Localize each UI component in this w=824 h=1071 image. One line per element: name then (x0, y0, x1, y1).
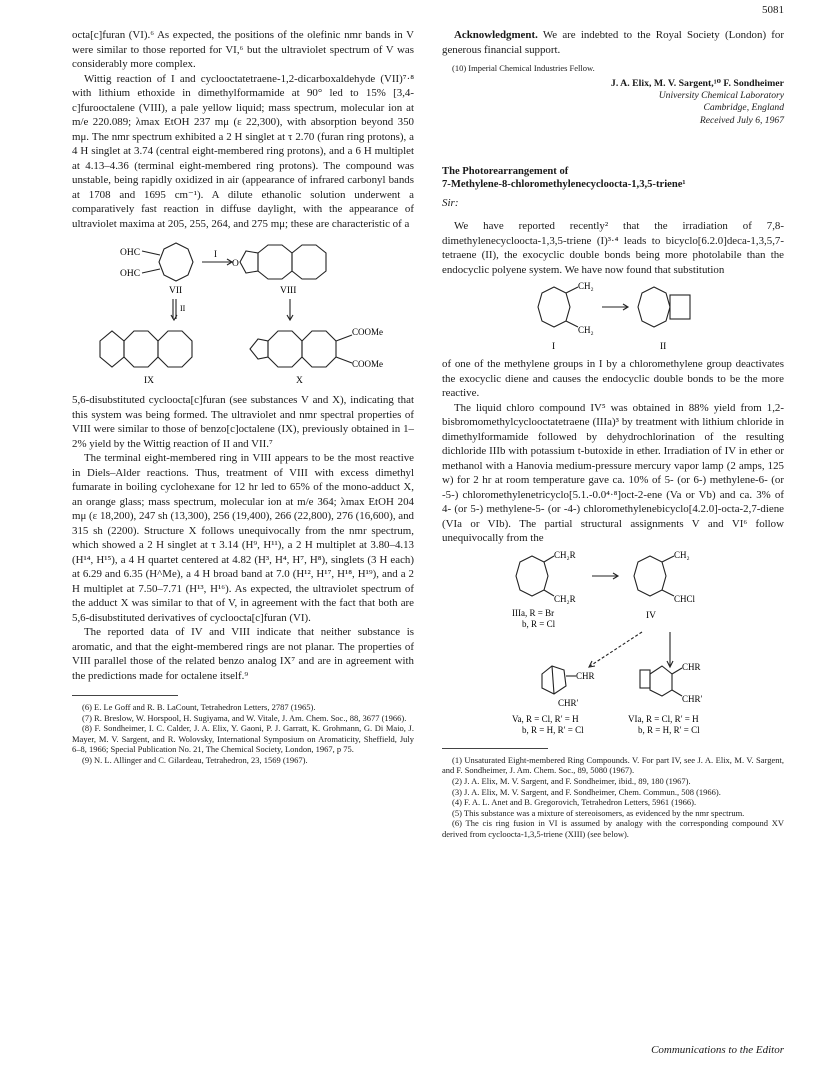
ix-ring-2 (158, 331, 192, 367)
v-chr-label: CHR (576, 670, 595, 681)
footnote-5: (5) This substance was a mixture of stereoisomers, as evidenced by the nmr spectrum. (452, 807, 745, 818)
v-chrp-label: CHR′ (558, 697, 579, 708)
vb-label: b, R = H, R′ = Cl (522, 724, 584, 735)
footnote-8: (8) F. Sondheimer, I. C. Calder, J. A. Elix, Y. Gaoni, P. J. Garratt, K. Grohmann, G. Di Maio, J. Mayer, M. V. Sargent, and R. Wolovsky, International Symposium on Aromaticity, Sheffield, July 6–8, 1966; Special Publication No. 21, The Chemical Society, London, 1967, p 75. (72, 723, 414, 755)
compound-i-ring (538, 287, 570, 327)
running-footer: Communications to the Editor (651, 1044, 784, 1056)
acknowledgment-text: We are indebted to the Royal Society (London) for generous financial support. (442, 29, 785, 56)
iv-chcl-label: CHCl (674, 593, 696, 604)
right-para-2: of one of the methylene groups in I by a chloromethylene group deactivates the exocyclic diene and causes the endocyclic double bonds to be the more reactive. (442, 358, 784, 400)
right-para-3: The liquid chloro compound IV⁵ was obtained in 88% yield from 1,2-bisbromomethylcyclooctatetraene (IIIa)³ by treatment with lithium chloride in dimethylformamide followed by dehydrochlorination of the resulting dichloride IIIb with potassium t-butoxide in ether. Irradiation of IV in ether or methanol with a Hanovia medium-pressure mercury vapor lamp (2 amps, 125 w) for 2 hr at room temperature gave ca. 10% of 5- (or 6-) methylene-6- (or -5-) chloromethylenetricyclo[5.1.-0.0⁴·⁸]oct-2-ene (Va or Vb) and ca. 3% of 4- (or 5-) methylene-5- (or -4-) chloromethylenebicyclo[4.2.0]-octa-2,7-diene (VIa or VIb). The partial structural assignments V and VI⁶ follow unequivocally from the (442, 401, 784, 545)
iii-ch2r-top: CH₂R (554, 549, 576, 560)
iii-ch2r-bottom: CH₂R (554, 593, 576, 604)
ix-label: IX (144, 376, 155, 386)
vi-chrp-label: CHR′ (682, 693, 703, 704)
ohc-label-2: OHC (120, 269, 141, 279)
compound-vi-cyclobutene (640, 670, 650, 688)
x-ester-bond-1 (336, 335, 352, 341)
i-exo-2 (566, 321, 578, 327)
vii-ring (159, 243, 193, 281)
footnote-9: (9) N. L. Allinger and C. Gilardeau, Tetrahedron, 23, 1569 (1967). (82, 754, 308, 765)
viii-furan (240, 251, 258, 273)
acknowledgment (442, 28, 784, 57)
footnote-1: (1) Unsaturated Eight-membered Ring Compounds. V. For part IV, see J. A. Elix, M. V. Sargent, and F. Sondheimer, J. Am. Chem. Soc., 89, 5080 (1967). (442, 754, 784, 776)
compound-i-label: I (552, 342, 556, 353)
scheme-i-to-ii (442, 277, 784, 357)
scheme-photoproducts (442, 546, 784, 738)
right-para-1: We have reported recently² that the irradiation of 7,8-dimethylenecycloocta-1,3,5-triene (I)³·⁴ leads to bicyclo[6.2.0]deca-1,3,5,7-tetraene (II), the exocyclic double bonds being more photolabile than the endocyclic polyene system. We have now found that substitution (442, 220, 784, 276)
footnote-7: (7) R. Breslow, W. Horspool, H. Sugiyama, and W. Vitale, J. Am. Chem. Soc., 88, 3677 (1966). (82, 712, 407, 723)
article-title-line-1: The Photorearrangement of (442, 166, 569, 178)
x-ring-2 (302, 331, 336, 367)
scheme-i-ii-svg (442, 277, 784, 357)
acknowledgment-heading: Acknowledgment. (454, 29, 538, 41)
x-ester-bond-2 (336, 357, 352, 363)
viii-label: VIII (280, 286, 297, 296)
x-label: X (296, 376, 303, 386)
compound-ii-label: II (660, 342, 667, 353)
affiliation-2: Cambridge, England (703, 102, 784, 114)
salutation: Sir: (442, 197, 459, 210)
left-para-2: Wittig reaction of I and cyclooctatetraene-1,2-dicarboxaldehyde (VII)⁷·⁸ with lithium ethoxide in dimethylformamide at 90° led to 15% [3,4-c]furooctalene (VIII), a pale yellow liquid; mass spectrum, molecular ion at m/e 220.089; λmax EtOH 237 mμ (ε 22,300), with absorption beyond 350 mμ. The nmr spectrum exhibited a 2 H singlet at τ 2.70 (furan ring protons), a 4 H singlet at 3.74 (central eight-membered ring protons), and a 6 H multiplet at 4.13–4.36 (terminal eight-membered ring protons). The compound was unstable, being rapidly oxidized in air (appearance of infrared carbonyl bands at 1708 and 1695 cm⁻¹). A dilute ethanolic solution underwent a comparatively fast reaction in diffuse daylight, with the appearance of ultraviolet maxima at 205, 255, 264, and 275 mμ; these are characteristic of a (72, 72, 414, 230)
vib-label: b, R = H, R′ = Cl (638, 724, 700, 735)
iv-ch2-label: CH₂ (674, 549, 690, 560)
footnote-6: (6) E. Le Goff and R. B. LaCount, Tetrahedron Letters, 2787 (1965). (82, 702, 316, 712)
via-label: VIa, R = Cl, R′ = H (628, 713, 699, 724)
footnote-rule-left (72, 695, 178, 696)
scheme-photoproducts-svg (442, 546, 784, 738)
compound-iv-ring (634, 556, 666, 596)
right-column (442, 28, 784, 839)
coome-label-2: COOMe (352, 359, 383, 369)
vii-label: VII (169, 286, 183, 296)
author-names: J. A. Elix, M. V. Sargent,¹⁰ F. Sondheimer (610, 77, 784, 89)
furan-oxygen-label: O (232, 259, 239, 269)
left-para-1: octa[c]furan (VI).⁶ As expected, the positions of the olefinic nmr bands in V were similar to those reported for VI,⁶ but the ultraviolet spectrum of V was considerably more complex. (72, 29, 414, 70)
viii-ring-1 (258, 245, 292, 279)
compound-ii-ring (638, 287, 670, 327)
compound-iii-ring (516, 556, 548, 596)
received-date: Received July 6, 1967 (699, 114, 784, 126)
x-ring (268, 331, 302, 367)
footnote-6-right: (6) The cis ring fusion in VI is assumed by analogy with the corresponding compound XV derived from cycloocta-1,3,5-triene (XIII) (see below). (442, 818, 784, 839)
footnote-2: (2) J. A. Elix, M. V. Sargent, and F. Sondheimer, ibid., 89, 180 (1967). (452, 775, 691, 786)
footnote-3: (3) J. A. Elix, M. V. Sargent, and F. Sondheimer, Chem. Commun., 508 (1966). (452, 786, 721, 797)
article-title-line-2: 7-Methylene-8-chloromethylenecycloocta-1,3,5-triene¹ (442, 179, 686, 191)
compound-ii-cyclobutene (670, 295, 690, 319)
left-para-4: The terminal eight-membered ring in VIII appears to be the most reactive in Diels–Alder reactions. Thus, treatment of VIII with excess dimethyl fumarate in boiling cyclohexane for 12 hr led to 65% of the mono-adduct X, an orange glass; mass spectrum, molecular ion at m/e 364; λmax EtOH 204 mμ (ε 18,200), 247 sh (13,300), 256 (19,400), 266 (22,800), 276 (16,600), and 315 sh (2200). Structure X follows unequivocally from the nmr spectrum, which showed a 2 H singlet at τ 3.14 (H⁹, H¹¹), a 2 H multiplet at 3.80–4.13 (H¹⁴, H¹⁵), a 4 H quartet centered at 4.82 (H³, H⁴, H⁷, H⁸), singlets (3 H each) at 6.29 and 6.35 (H^Me), a 4 H broad band at 7.0 (H¹², H¹⁷, H¹⁸, H¹⁹), and a 2 H multiplet at 7.50–7.71 (H¹³, H¹⁶). As expected, the ultraviolet spectrum of the adduct X was similar to that of V, in agreement with the fact that both are 5,6-disubstituted derivatives of cycloocta[c]furan (VI). (72, 452, 414, 624)
vii-bond-1 (142, 251, 160, 255)
ch2-bottom-label: CH₂ (578, 325, 594, 336)
footnote-10: (10) Imperial Chemical Industries Fellow. (452, 63, 595, 73)
vi-chr-label: CHR (682, 661, 701, 672)
arrow-ii-label: II (180, 304, 186, 313)
arrow-iv-v (590, 632, 642, 666)
author-block (442, 78, 784, 128)
ix-ring-1 (124, 331, 158, 367)
va-label: Va, R = Cl, R′ = H (512, 713, 579, 724)
scheme-octalenes-svg (72, 231, 414, 393)
iv-label: IV (646, 610, 657, 621)
arrow-i-label: I (214, 249, 217, 259)
coome-label-1: COOMe (352, 327, 383, 337)
scheme-octalenes (72, 231, 414, 393)
iiia-label: IIIa, R = Br (512, 607, 555, 618)
page-number: 5081 (762, 4, 784, 16)
i-exo-1 (566, 287, 578, 293)
ohc-label-1: OHC (120, 248, 141, 258)
article-title (442, 165, 784, 191)
compound-vi-ring (650, 666, 672, 696)
left-para-5: The reported data of IV and VIII indicate that neither substance is aromatic, and that the eight-membered rings are not planar. The properties of VIII parallel those of the related benzo analog IX⁷ and are in agreement with the predictions made for octalene itself.⁹ (72, 626, 414, 682)
x-furan (250, 339, 268, 359)
footnote-4: (4) F. A. L. Anet and B. Gregorovich, Tetrahedron Letters, 5961 (1966). (452, 797, 697, 808)
viii-ring-2 (292, 245, 326, 279)
affiliation-1: University Chemical Laboratory (658, 90, 784, 101)
left-column (72, 28, 414, 766)
ix-benzene (100, 331, 124, 367)
vii-bond-2 (142, 269, 160, 273)
iiib-label: b, R = Cl (522, 618, 556, 629)
left-para-3: 5,6-disubstituted cycloocta[c]furan (see substances V and X), indicating that this system was being formed. The ultraviolet and nmr spectral properties of VIII were similar to those of benzo[c]octalene (IX), previously obtained in 1–2% yield by the Wittig reaction of II and VII.⁷ (72, 394, 414, 450)
footnote-rule-right (442, 748, 548, 749)
ch2-top-label: CH₂ (578, 281, 594, 292)
